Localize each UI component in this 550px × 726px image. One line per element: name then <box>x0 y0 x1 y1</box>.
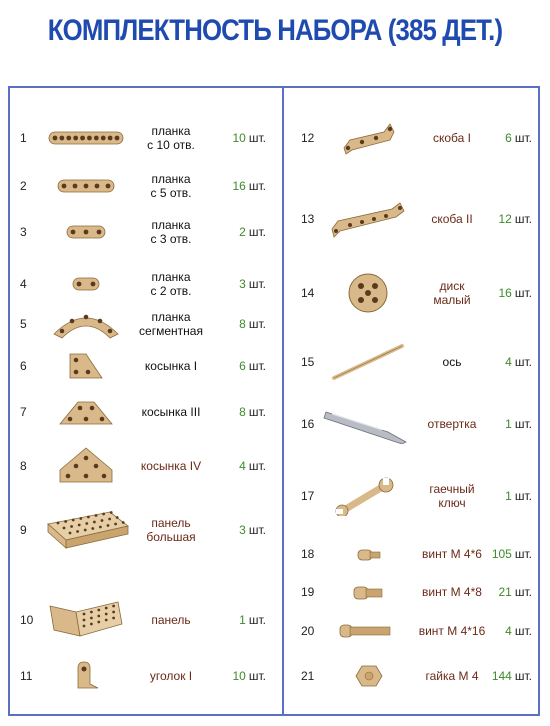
quantity-value: 6 <box>239 359 246 373</box>
item-number: 10 <box>20 613 34 627</box>
item-number: 18 <box>301 547 315 561</box>
item-quantity <box>478 656 532 696</box>
quantity-value: 3 <box>239 277 246 291</box>
item-name-text: планка с 3 отв. <box>150 218 192 246</box>
quantity-value: 1 <box>505 489 512 503</box>
item-number: 1 <box>20 131 27 145</box>
wrench-icon <box>322 476 414 516</box>
list-item <box>0 534 550 574</box>
quantity-unit: шт. <box>514 624 532 638</box>
screwdriver-icon <box>322 404 414 444</box>
item-quantity <box>478 476 532 516</box>
item-name-text: винт М 4*16 <box>418 624 486 638</box>
page-title: КОМПЛЕКТНОСТЬ НАБОРА (385 ДЕТ.) <box>47 14 503 47</box>
item-name-text: скоба I <box>433 131 471 145</box>
item-name-text: планка с 2 отв. <box>150 270 192 298</box>
quantity-unit: шт. <box>248 131 266 145</box>
quantity-value: 10 <box>232 669 246 683</box>
quantity-unit: шт. <box>514 355 532 369</box>
quantity-value: 8 <box>239 405 246 419</box>
quantity-value: 16 <box>232 179 246 193</box>
list-item <box>0 273 550 313</box>
quantity-unit: шт. <box>514 547 532 561</box>
list-item <box>0 656 550 696</box>
quantity-value: 8 <box>239 317 246 331</box>
item-name-text: гаечный ключ <box>429 482 475 510</box>
item-number: 3 <box>20 225 27 239</box>
item-name-text: скоба II <box>431 212 473 226</box>
quantity-unit: шт. <box>248 179 266 193</box>
item-name-text: панель <box>151 613 191 627</box>
quantity-value: 4 <box>239 459 246 473</box>
item-number: 5 <box>20 317 27 331</box>
item-name-text: отвертка <box>427 417 477 431</box>
quantity-unit: шт. <box>248 225 266 239</box>
item-name-text: уголок I <box>149 669 193 683</box>
screw-m4x16-icon <box>322 611 414 651</box>
quantity-unit: шт. <box>248 613 266 627</box>
list-item <box>0 476 550 516</box>
item-number: 20 <box>301 624 315 638</box>
item-number: 14 <box>301 286 315 300</box>
quantity-unit: шт. <box>514 131 532 145</box>
item-number: 13 <box>301 212 315 226</box>
quantity-unit: шт. <box>248 669 266 683</box>
quantity-unit: шт. <box>514 585 532 599</box>
axle-icon <box>322 342 414 382</box>
item-number: 6 <box>20 359 27 373</box>
quantity-unit: шт. <box>514 489 532 503</box>
list-item <box>0 404 550 444</box>
quantity-value: 105 <box>491 547 512 561</box>
quantity-value: 4 <box>505 355 512 369</box>
quantity-value: 2 <box>239 225 246 239</box>
item-name-text: гайка М 4 <box>425 669 479 683</box>
quantity-unit: шт. <box>248 277 266 291</box>
item-quantity <box>478 342 532 382</box>
quantity-value: 1 <box>505 417 512 431</box>
item-name-text: планка сегментная <box>139 310 203 338</box>
item-name-text: ось <box>442 355 462 369</box>
item-number: 12 <box>301 131 315 145</box>
item-name-text: косынка IV <box>140 459 202 473</box>
list-item <box>0 199 550 239</box>
item-quantity <box>478 273 532 313</box>
quantity-unit: шт. <box>248 359 266 373</box>
item-quantity <box>478 199 532 239</box>
quantity-unit: шт. <box>248 459 266 473</box>
item-number: 9 <box>20 523 27 537</box>
item-name-text: панель большая <box>146 516 196 544</box>
quantity-value: 144 <box>491 669 512 683</box>
quantity-unit: шт. <box>248 405 266 419</box>
quantity-unit: шт. <box>514 417 532 431</box>
quantity-value: 16 <box>498 286 512 300</box>
item-name-text: диск малый <box>433 279 471 307</box>
item-number: 17 <box>301 489 315 503</box>
item-quantity <box>478 118 532 158</box>
item-name-text: планка с 10 отв. <box>147 124 195 152</box>
quantity-value: 1 <box>239 613 246 627</box>
bracket-2-icon <box>322 199 414 239</box>
item-name-text: винт М 4*8 <box>422 585 482 599</box>
quantity-unit: шт. <box>514 669 532 683</box>
item-quantity <box>478 404 532 444</box>
quantity-value: 6 <box>505 131 512 145</box>
item-number: 7 <box>20 405 27 419</box>
item-name-text: винт М 4*6 <box>422 547 482 561</box>
quantity-unit: шт. <box>248 523 266 537</box>
item-number: 19 <box>301 585 315 599</box>
quantity-value: 3 <box>239 523 246 537</box>
quantity-unit: шт. <box>248 317 266 331</box>
small-disk-icon <box>322 273 414 313</box>
item-number: 16 <box>301 417 315 431</box>
list-item <box>0 342 550 382</box>
quantity-unit: шт. <box>514 286 532 300</box>
item-number: 21 <box>301 669 315 683</box>
quantity-value: 4 <box>505 624 512 638</box>
nut-m4-icon <box>322 656 414 696</box>
item-quantity <box>478 534 532 574</box>
bracket-1-icon <box>322 118 414 158</box>
item-name-text: косынка I <box>144 359 198 373</box>
quantity-value: 10 <box>232 131 246 145</box>
item-quantity <box>478 572 532 612</box>
screw-m4x8-icon <box>322 572 414 612</box>
quantity-value: 12 <box>498 212 512 226</box>
quantity-unit: шт. <box>514 212 532 226</box>
quantity-value: 21 <box>498 585 512 599</box>
list-item <box>0 611 550 651</box>
item-number: 11 <box>20 669 33 683</box>
item-number: 15 <box>301 355 315 369</box>
screw-m4x6-icon <box>322 534 414 574</box>
list-item <box>0 572 550 612</box>
item-number: 2 <box>20 179 27 193</box>
item-number: 4 <box>20 277 27 291</box>
item-name-text: планка с 5 отв. <box>150 172 192 200</box>
item-number: 8 <box>20 459 27 473</box>
item-name-text: косынка III <box>141 405 201 419</box>
list-item <box>0 118 550 158</box>
item-quantity <box>478 611 532 651</box>
